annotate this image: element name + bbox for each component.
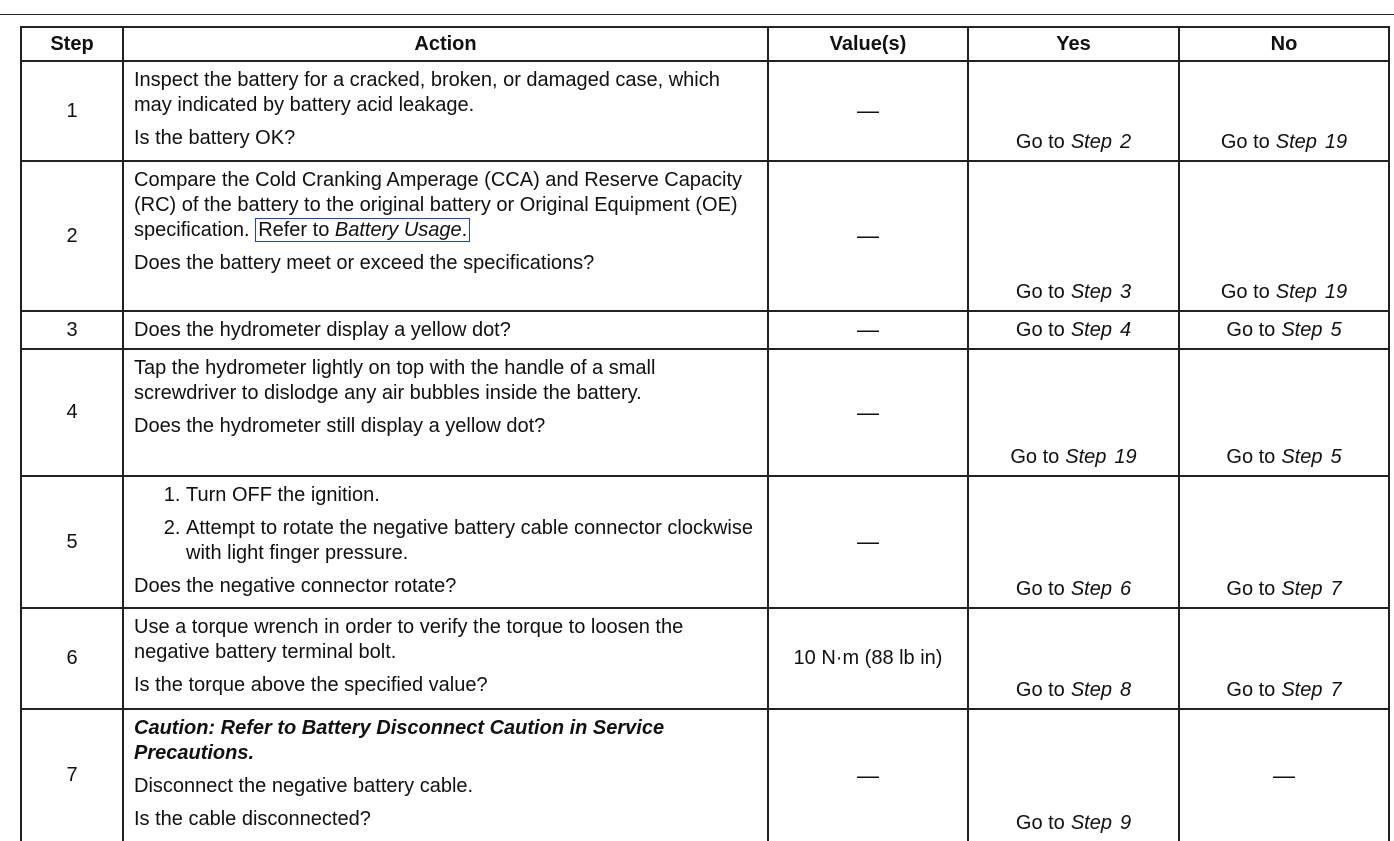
value-text: — bbox=[857, 529, 879, 554]
value-text: — bbox=[857, 317, 879, 342]
value-cell bbox=[768, 608, 968, 709]
table-row bbox=[21, 349, 1389, 476]
no-goto-link[interactable]: Go to Step 5 bbox=[1226, 446, 1342, 468]
header-yes: Yes bbox=[968, 27, 1179, 61]
yes-cell bbox=[968, 311, 1179, 349]
table-row bbox=[21, 61, 1389, 161]
table-row bbox=[21, 161, 1389, 311]
action-text: Tap the hydrometer lightly on top with the handle of a small screwdriver to dislodge any air bubbles inside the battery. bbox=[134, 357, 656, 404]
page-top-rule bbox=[0, 14, 1394, 15]
yes-cell bbox=[968, 476, 1179, 608]
yes-cell bbox=[968, 349, 1179, 476]
value-text: 10 N·m (88 lb in) bbox=[793, 647, 943, 669]
no-cell bbox=[1179, 161, 1389, 311]
step-number: 4 bbox=[21, 349, 123, 476]
header-no: No bbox=[1179, 27, 1389, 61]
header-values: Value(s) bbox=[768, 27, 968, 61]
table-row bbox=[21, 608, 1389, 709]
no-cell bbox=[1179, 709, 1389, 841]
diagnostic-table bbox=[20, 26, 1390, 841]
table-header-row bbox=[21, 27, 1389, 61]
yes-cell bbox=[968, 709, 1179, 841]
action-question: Does the hydrometer still display a yellow dot? bbox=[134, 415, 546, 437]
yes-goto-link[interactable]: Go to Step 6 bbox=[1015, 578, 1132, 600]
action-text: Compare the Cold Cranking Amperage (CCA) and Reserve Capacity (RC) of the battery to the original battery or Original Equipment (OE) specification. Refer to Battery Usage. bbox=[134, 169, 743, 241]
no-goto-link[interactable]: Go to Step 7 bbox=[1226, 578, 1342, 600]
yes-goto-link[interactable]: Go to Step 4 bbox=[1015, 318, 1132, 341]
value-text: — bbox=[857, 223, 879, 248]
value-cell bbox=[768, 61, 968, 161]
yes-goto-link[interactable]: Go to Step 8 bbox=[1015, 679, 1132, 701]
no-cell bbox=[1179, 349, 1389, 476]
table-row bbox=[21, 476, 1389, 608]
yes-cell bbox=[968, 61, 1179, 161]
step-number: 1 bbox=[21, 61, 123, 161]
value-text: — bbox=[857, 98, 879, 123]
step-number: 7 bbox=[21, 709, 123, 841]
action-question: Does the battery meet or exceed the specifications? bbox=[134, 252, 595, 274]
action-cell bbox=[123, 608, 768, 709]
list-item: 2. Attempt to rotate the negative battery cable connector clockwise with light finger pressure. bbox=[186, 516, 759, 566]
value-text: — bbox=[857, 399, 879, 425]
value-cell bbox=[768, 709, 968, 841]
value-cell bbox=[768, 349, 968, 476]
no-text: — bbox=[1273, 762, 1295, 788]
list-item: 1. Turn OFF the ignition. bbox=[186, 483, 759, 508]
action-text: Use a torque wrench in order to verify the torque to loosen the negative battery terminal bolt. bbox=[134, 616, 684, 663]
action-cell bbox=[123, 161, 768, 311]
action-question: Does the negative connector rotate? bbox=[134, 575, 457, 597]
action-cell bbox=[123, 311, 768, 349]
value-cell bbox=[768, 161, 968, 311]
yes-goto-link[interactable]: Go to Step 3 bbox=[1015, 281, 1132, 303]
no-goto-link[interactable]: Go to Step 7 bbox=[1226, 679, 1342, 701]
action-question: Is the cable disconnected? bbox=[134, 808, 371, 830]
no-goto-link[interactable]: Go to Step 19 bbox=[1220, 131, 1348, 153]
yes-goto-link[interactable]: Go to Step 9 bbox=[1015, 812, 1132, 834]
action-question: Is the battery OK? bbox=[134, 127, 296, 149]
action-question: Is the torque above the specified value? bbox=[134, 674, 488, 696]
value-cell bbox=[768, 311, 968, 349]
step-number: 6 bbox=[21, 608, 123, 709]
no-cell bbox=[1179, 476, 1389, 608]
action-cell bbox=[123, 61, 768, 161]
action-cell bbox=[123, 709, 768, 841]
action-text: Disconnect the negative battery cable. bbox=[134, 775, 474, 797]
header-action: Action bbox=[123, 27, 768, 61]
no-cell bbox=[1179, 311, 1389, 349]
table-row bbox=[21, 311, 1389, 349]
no-cell bbox=[1179, 608, 1389, 709]
action-list bbox=[134, 483, 759, 566]
step-number: 3 bbox=[21, 311, 123, 349]
yes-cell bbox=[968, 608, 1179, 709]
value-text: — bbox=[857, 762, 879, 788]
header-step: Step bbox=[21, 27, 123, 61]
action-question: Does the hydrometer display a yellow dot? bbox=[134, 318, 511, 341]
yes-goto-link[interactable]: Go to Step 19 bbox=[1010, 446, 1137, 468]
battery-usage-link[interactable]: Refer to Battery Usage. bbox=[255, 218, 470, 242]
caution-text: Caution: Refer to Battery Disconnect Caution in Service Precautions. bbox=[134, 717, 665, 764]
step-number: 2 bbox=[21, 161, 123, 311]
action-cell bbox=[123, 349, 768, 476]
step-number: 5 bbox=[21, 476, 123, 608]
yes-cell bbox=[968, 161, 1179, 311]
table-row bbox=[21, 709, 1389, 841]
no-goto-link[interactable]: Go to Step 19 bbox=[1220, 281, 1348, 303]
action-text: Inspect the battery for a cracked, broken, or damaged case, which may indicated by battery acid leakage. bbox=[134, 69, 720, 116]
no-cell bbox=[1179, 61, 1389, 161]
action-cell bbox=[123, 476, 768, 608]
no-goto-link[interactable]: Go to Step 5 bbox=[1226, 318, 1342, 341]
yes-goto-link[interactable]: Go to Step 2 bbox=[1015, 131, 1132, 153]
value-cell bbox=[768, 476, 968, 608]
